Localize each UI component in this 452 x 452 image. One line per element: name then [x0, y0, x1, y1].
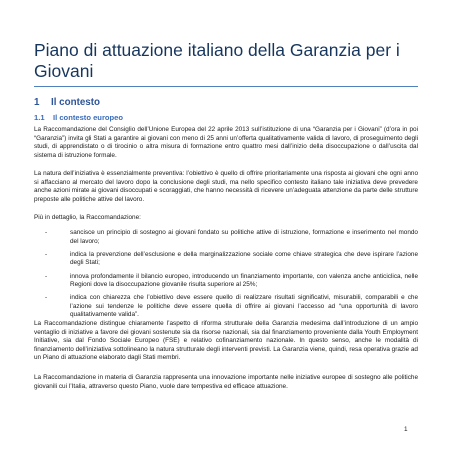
- subsection-heading: [34, 113, 123, 122]
- list-item: [34, 273, 418, 290]
- list-item-text: indica con chiarezza che l’obiettivo deve essere quello di realizzare risultati significativi, misurabili, comparabili e che l’azione sui tendenze le politiche deve essere quella di offrire ai giovani l’accesso ad “una opportunità di lavoro qualitativamente valida”.: [70, 294, 418, 319]
- paragraph: La Raccomandazione in materia di Garanzia rappresenta una innovazione importante nelle iniziative europee di sostegno alle politiche giovanili cui l’Italia, attraverso questo Piano, vuole dare tempestiva ed efficace attuazione.: [34, 374, 418, 390]
- paragraph: Più in dettaglio, la Raccomandazione:: [34, 214, 141, 221]
- section-heading: [34, 97, 100, 108]
- bullet-marker: -: [45, 229, 48, 236]
- list-item: [34, 229, 418, 246]
- bullet-marker: -: [45, 272, 48, 280]
- subsection-label: Il contesto europeo: [53, 113, 124, 122]
- list-item-text: indica la prevenzione dell’esclusione e della marginalizzazione sociale come chiave strategica che deve ispirare l’azione degli Stati;: [70, 250, 418, 267]
- paragraph: La Raccomandazione distingue chiaramente l’aspetto di riforma strutturale della Garanzia medesima dall’introduzione di un ampio ventaglio di iniziative a favore dei giovani sostenute sia da risorse nazionali, sia dal finanziamento proveniente dalla Youth Employment Initiative, sia dal Fondo Sociale Europeo (FSE) e relativo cofinanziamento nazionale. In questo senso, anche le modalità di finanziamento dell’iniziativa sottolineano la natura strutturale degli interventi previsti. La Garanzia viene, quindi, resa operativa grazie ad un Piano di attuazione elaborato dagli Stati membri.: [34, 320, 418, 362]
- section-number: 1: [34, 97, 40, 108]
- page-title: Piano di attuazione italiano della Garanzia per i Giovani: [34, 40, 400, 81]
- subsection-number: 1.1: [34, 113, 45, 122]
- title-divider: [34, 86, 418, 87]
- bullet-list: [34, 229, 418, 325]
- paragraph: La natura dell’iniziativa è essenzialmente preventiva: l’obiettivo è quello di offrire prioritariamente una risposta ai giovani che ogni anno si affacciano al mercato del lavoro dopo la conclusione degli studi, ma nello specifico contesto italiano tale iniziativa deve prevedere anche azioni mirate ai giovani disoccupati e scoraggiati, che hanno necessità di ricevere un’adeguata attenzione da parte delle strutture preposte alle politiche attive del lavoro.: [34, 170, 418, 203]
- list-item-text: sancisce un principio di sostegno ai giovani fondato su politiche attive di istruzione, formazione e inserimento nel mondo del lavoro;: [70, 229, 418, 245]
- paragraph: La Raccomandazione del Consiglio dell’Unione Europea del 22 aprile 2013 sull’istituzione di una “Garanzia per i Giovani” (d’ora in poi “Garanzia”) invita gli Stati a garantire ai giovani con meno di 25 anni un’offerta qualitativamente valida di lavoro, di proseguimento degli studi, di apprendistato o di tirocinio o altra misura di formazione entro quattro mesi dall’inizio della disoccupazione o dall’uscita dal sistema di istruzione formale.: [34, 126, 418, 159]
- page-number: 1: [404, 426, 408, 433]
- section-label: Il contesto: [51, 97, 100, 108]
- list-item: [34, 294, 418, 320]
- list-item-text: innova profondamente il bilancio europeo, introducendo un finanziamento importante, con valenza anche anticiclica, nelle Regioni dove la disoccupazione giovanile risulta superiore al 25%;: [70, 272, 418, 289]
- bullet-marker: -: [45, 294, 48, 302]
- bullet-marker: -: [45, 250, 48, 258]
- list-item: [34, 251, 418, 268]
